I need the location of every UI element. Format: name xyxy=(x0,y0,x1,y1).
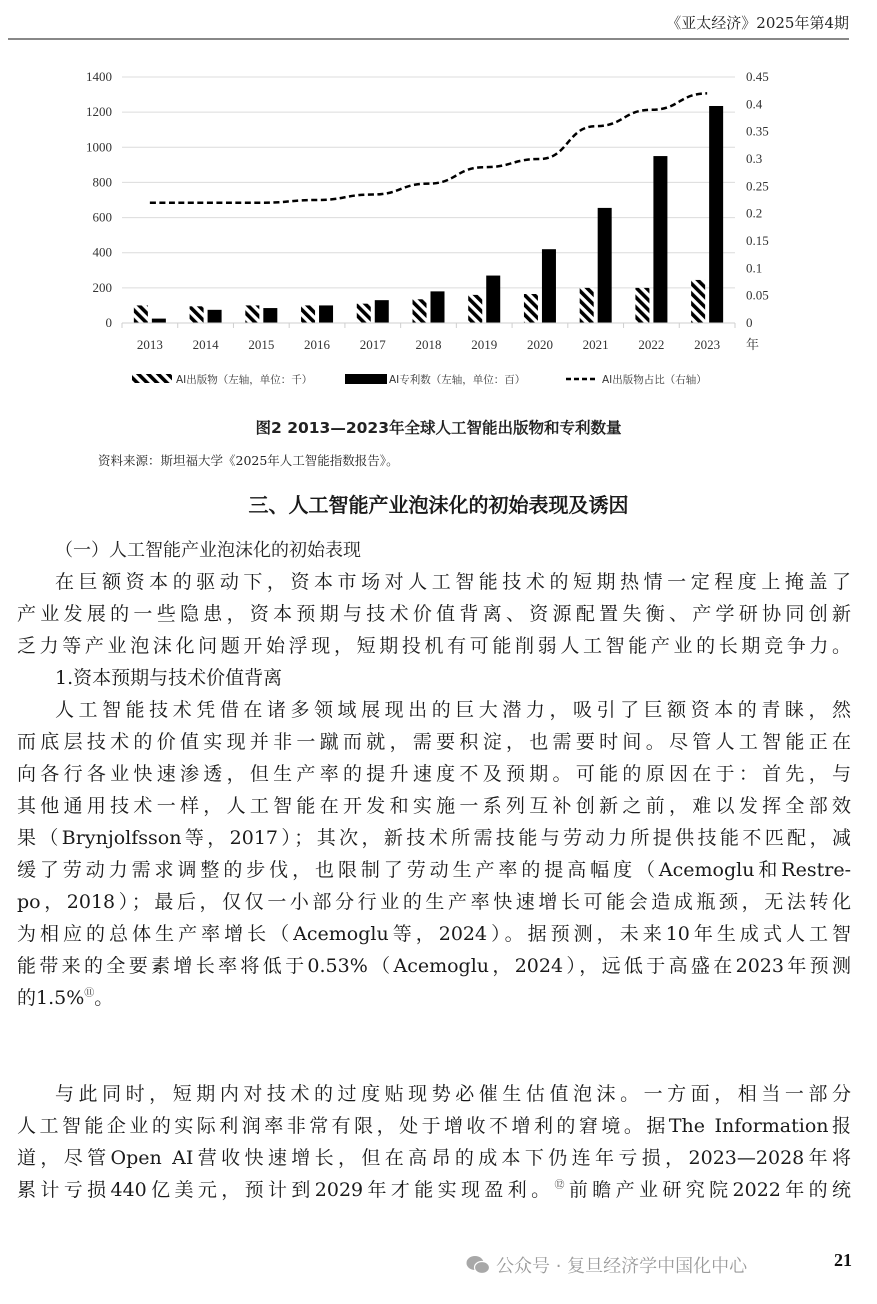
y-tick-label: 800 xyxy=(92,174,112,190)
legend-swatch-solid xyxy=(345,374,387,384)
y-tick-label: 1400 xyxy=(86,69,112,84)
left-axis-ticks xyxy=(86,69,112,330)
section-title: 三、人工智能产业泡沫化的初始表现及诱因 xyxy=(248,493,629,517)
bar-publications xyxy=(301,305,315,323)
text-fragment: 。 xyxy=(94,987,114,1009)
legend-item-patents xyxy=(345,373,525,386)
legend-label-publications: AI出版物（左轴，单位：千） xyxy=(176,374,313,386)
bar-publications xyxy=(413,299,427,323)
item-heading: 1.资本预期与技术价值背离 xyxy=(55,667,283,689)
y2-tick-label: 0.4 xyxy=(746,96,763,112)
wechat-icon xyxy=(466,1255,490,1275)
y2-tick-label: 0.2 xyxy=(746,205,763,221)
bar-patents xyxy=(598,208,612,323)
figure-caption: 图2 2013—2023年全球人工智能出版物和专利数量 xyxy=(255,419,622,437)
bar-patents xyxy=(263,308,277,323)
bar-publications xyxy=(190,306,204,323)
text-line: 缓了劳动力需求调整的步伐，也限制了劳动生产率的提高幅度（Acemoglu和Restre- xyxy=(17,859,851,881)
y-tick-label: 0 xyxy=(105,315,112,330)
bar-patents xyxy=(653,156,667,323)
x-tick-label: 2019 xyxy=(471,337,498,352)
bar-patents xyxy=(152,319,166,323)
y-tick-label: 600 xyxy=(92,209,112,225)
text-line: 果（Brynjolfsson等，2017）；其次，新技术所需技能与劳动力所提供技能不匹配，减 xyxy=(17,827,851,849)
paragraph-2 xyxy=(17,694,851,1014)
x-axis xyxy=(122,323,759,352)
text-line: 在巨额资本的驱动下，资本市场对人工智能技术的短期热情一定程度上掩盖了 xyxy=(55,571,851,593)
bar-patents xyxy=(319,305,333,323)
bar-publications xyxy=(245,305,259,323)
legend-label-patents: AI专利数（左轴，单位：百） xyxy=(389,374,526,386)
x-tick-label: 2023 xyxy=(694,337,721,352)
text-line: 人工智能企业的实际利润率非常有限，处于增收不增利的窘境。据The Information报 xyxy=(17,1115,851,1137)
running-head: 《亚太经济》2025年第4期 xyxy=(666,14,849,32)
bar-patents xyxy=(486,276,500,323)
text-line: po，2018）；最后，仅仅一小部分行业的生产率快速增长可能会造成瓶颈，无法转化 xyxy=(17,891,851,913)
x-tick-label: 2013 xyxy=(136,337,163,352)
legend xyxy=(132,373,707,386)
x-tick-label: 2016 xyxy=(304,337,331,352)
paragraph-1 xyxy=(17,566,851,694)
legend-item-share xyxy=(566,373,707,386)
line-share xyxy=(150,93,707,202)
bar-publications xyxy=(134,305,148,323)
footnote-marker[interactable]: ⑪ xyxy=(84,988,95,999)
bar-publications xyxy=(357,304,371,323)
text-fragment: 前瞻产业研究院2022年的统 xyxy=(568,1179,852,1201)
y2-tick-label: 0.35 xyxy=(746,123,769,139)
text-line: 为相应的总体生产率增长（Acemoglu等，2024）。据预测，未来10年生成式人工智 xyxy=(17,923,851,945)
x-axis-label: 年 xyxy=(746,337,760,352)
legend-swatch-hatched xyxy=(132,374,172,383)
x-tick-label: 2021 xyxy=(582,337,609,352)
x-tick-label: 2020 xyxy=(526,337,553,352)
y2-tick-label: 0.25 xyxy=(746,178,769,194)
legend-label-share: AI出版物占比（右轴） xyxy=(602,374,707,386)
text-fragment: 累计亏损440亿美元，预计到2029年才能实现盈利。 xyxy=(17,1179,555,1201)
right-axis-ticks xyxy=(746,69,769,330)
figure-2-chart xyxy=(0,60,877,410)
text-line: 产业发展的一些隐患，资本预期与技术价值背离、资源配置失衡、产学研协同创新 xyxy=(17,603,851,625)
x-tick-label: 2014 xyxy=(192,337,219,352)
bars xyxy=(134,106,723,323)
header-rule xyxy=(8,38,849,40)
x-tick-label: 2022 xyxy=(638,337,665,352)
text-line: 道，尽管Open AI营收快速增长，但在高昂的成本下仍连年亏损，2023—2028年将 xyxy=(17,1147,851,1169)
text-line: 而底层技术的价值实现并非一蹴而就，需要积淀，也需要时间。尽管人工智能正在 xyxy=(17,731,851,753)
text-line: 能带来的全要素增长率将低于0.53%（Acemoglu，2024），远低于高盛在2023年预测 xyxy=(17,955,851,977)
bar-publications xyxy=(524,294,538,323)
bar-patents xyxy=(208,310,222,323)
text-line: 人工智能技术凭借在诸多领域展现出的巨大潜力，吸引了巨额资本的青睐，然 xyxy=(55,699,851,721)
figure-source: 资料来源：斯坦福大学《2025年人工智能指数报告》。 xyxy=(98,453,399,468)
text-line: 与此同时，短期内对技术的过度贴现势必催生估值泡沫。一方面，相当一部分 xyxy=(55,1083,851,1105)
text-line: 向各行各业快速渗透，但生产率的提升速度不及预期。可能的原因在于：首先，与 xyxy=(17,763,851,785)
y2-tick-label: 0.1 xyxy=(746,260,763,276)
text-line: 乏力等产业泡沫化问题开始浮现，短期投机有可能削弱人工智能产业的长期竞争力。 xyxy=(17,635,851,657)
y-tick-label: 200 xyxy=(92,279,112,295)
bar-patents xyxy=(542,249,556,323)
page-number: 21 xyxy=(834,1250,852,1270)
y-tick-label: 1200 xyxy=(86,104,112,120)
y2-tick-label: 0.45 xyxy=(746,69,769,84)
y-tick-label: 1000 xyxy=(86,139,112,155)
watermark-text: 公众号 · 复旦经济学中国化中心 xyxy=(496,1256,748,1277)
y-tick-label: 400 xyxy=(92,244,112,260)
bar-publications xyxy=(635,288,649,323)
legend-item-publications xyxy=(132,373,312,386)
text-line: 其他通用技术一样，人工智能在开发和实施一系列互补创新之前，难以发挥全部效 xyxy=(17,795,851,817)
footnote-marker[interactable]: ⑫ xyxy=(554,1180,569,1191)
bar-publications xyxy=(691,280,705,323)
y2-tick-label: 0.15 xyxy=(746,233,769,248)
y2-tick-label: 0.05 xyxy=(746,287,769,303)
bar-patents xyxy=(375,300,389,323)
x-tick-label: 2018 xyxy=(415,337,442,352)
text-fragment: 的1.5% xyxy=(17,987,85,1009)
y2-tick-label: 0.3 xyxy=(746,151,763,166)
x-tick-label: 2015 xyxy=(248,337,275,352)
bar-patents xyxy=(431,291,445,323)
text-line xyxy=(17,982,851,1014)
share-line xyxy=(150,93,707,203)
subsection-heading: （一）人工智能产业泡沫化的初始表现 xyxy=(55,540,361,561)
watermark xyxy=(466,1252,747,1278)
bar-patents xyxy=(709,106,723,323)
text-line xyxy=(17,1174,851,1206)
paragraph-3 xyxy=(17,1078,851,1206)
x-tick-label: 2017 xyxy=(359,337,386,352)
bar-publications xyxy=(580,288,594,323)
bar-publications xyxy=(468,295,482,323)
y2-tick-label: 0 xyxy=(746,315,753,330)
